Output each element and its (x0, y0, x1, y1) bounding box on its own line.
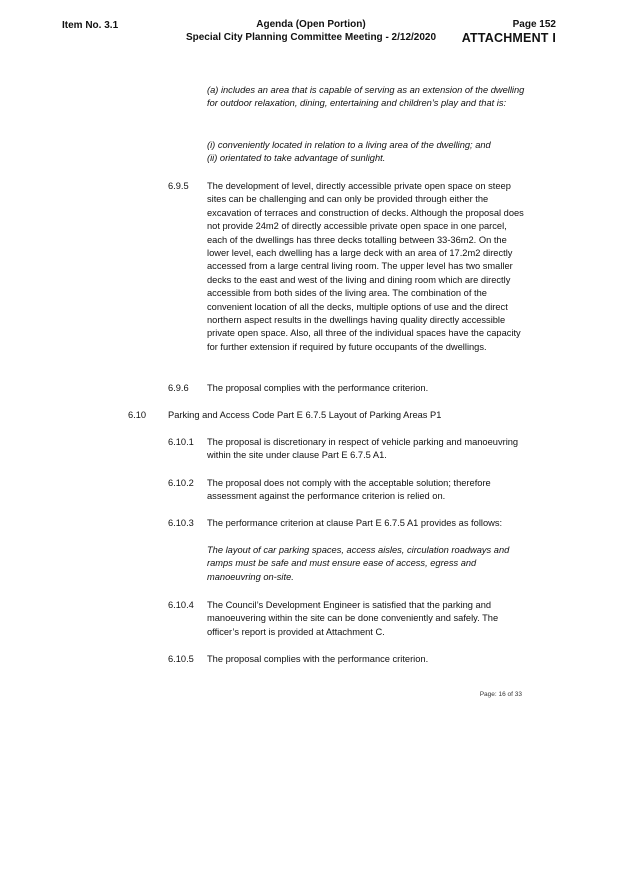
section-number-6-10-2: 6.10.2 (168, 478, 194, 488)
page-header (462, 18, 556, 46)
agenda-title: Agenda (Open Portion) (256, 19, 366, 30)
section-number-6-10-3: 6.10.3 (168, 518, 194, 528)
page-footer: Page: 16 of 33 (479, 691, 522, 698)
meeting-title: Special City Planning Committee Meeting - 2/12/2020 (185, 32, 437, 43)
section-text-6-9-5: The development of level, directly accessible private open space on steep sites can be challenging and can only be provided through either the excavation of terraces and construction of decks. Although the proposal does not provide 24m2 of directly accessible private open space in one parcel, each of the dwellings has three decks totalling between 33-36m2. On the lower level, each dwelling has a large deck with an area of 17.2m2 directly accessed from a large central living room. The upper level has two smaller decks to the east and west of the living and dining room which are directly accessible from both sides of the living area. The combination of the convenient location of all the decks, multiple options of use and the direct northern aspect results in the dwellings having quality directly accessible private open space. Also, all three of the individual spaces have the capacity for further extension if required by future occupants of the dwellings. (207, 181, 524, 352)
quote-i: (i) conveniently located in relation to a living area of the dwelling; and (207, 140, 491, 150)
agenda-header (186, 18, 436, 44)
section-text-6-10-2: The proposal does not comply with the acceptable solution; therefore assessment against the performance criterion is relied on. (207, 478, 491, 502)
section-number-6-9-5: 6.9.5 (168, 181, 189, 191)
item-number: Item No. 3.1 (62, 20, 119, 31)
page-number: Page 152 (512, 19, 556, 30)
section-text-6-10-3: The performance criterion at clause Part E 6.7.5 A1 provides as follows: (207, 518, 503, 528)
section-text-6-10-1: The proposal is discretionary in respect of vehicle parking and manoeuvring within the site under clause Part E 6.7.5 A1. (207, 437, 519, 461)
quote-parking-criterion: The layout of car parking spaces, access aisles, circulation roadways and ramps must be safe and must ensure ease of access, egress and manoeuvring on-site. (207, 545, 510, 582)
quote-a: (a) includes an area that is capable of serving as an extension of the dwelling for outdoor relaxation, dining, entertaining and children’s play and that is: (207, 85, 525, 109)
section-text-6-10-4: The Council’s Development Engineer is satisfied that the parking and manoeuvering within the site can be done conveniently and safely. The officer’s report is provided at Attachment C. (207, 600, 499, 637)
section-number-6-9-6: 6.9.6 (168, 383, 189, 393)
attachment-label: ATTACHMENT I (461, 31, 556, 45)
section-number-6-10-1: 6.10.1 (168, 437, 194, 447)
section-text-6-10-5: The proposal complies with the performance criterion. (207, 654, 429, 664)
section-text-6-9-6: The proposal complies with the performance criterion. (207, 383, 429, 393)
quote-ii: (ii) orientated to take advantage of sunlight. (207, 153, 386, 163)
section-number-6-10-4: 6.10.4 (168, 600, 194, 610)
section-number-6-10-5: 6.10.5 (168, 654, 194, 664)
section-heading-6-10: Parking and Access Code Part E 6.7.5 Layout of Parking Areas P1 (168, 410, 442, 420)
section-number-6-10: 6.10 (128, 410, 147, 420)
